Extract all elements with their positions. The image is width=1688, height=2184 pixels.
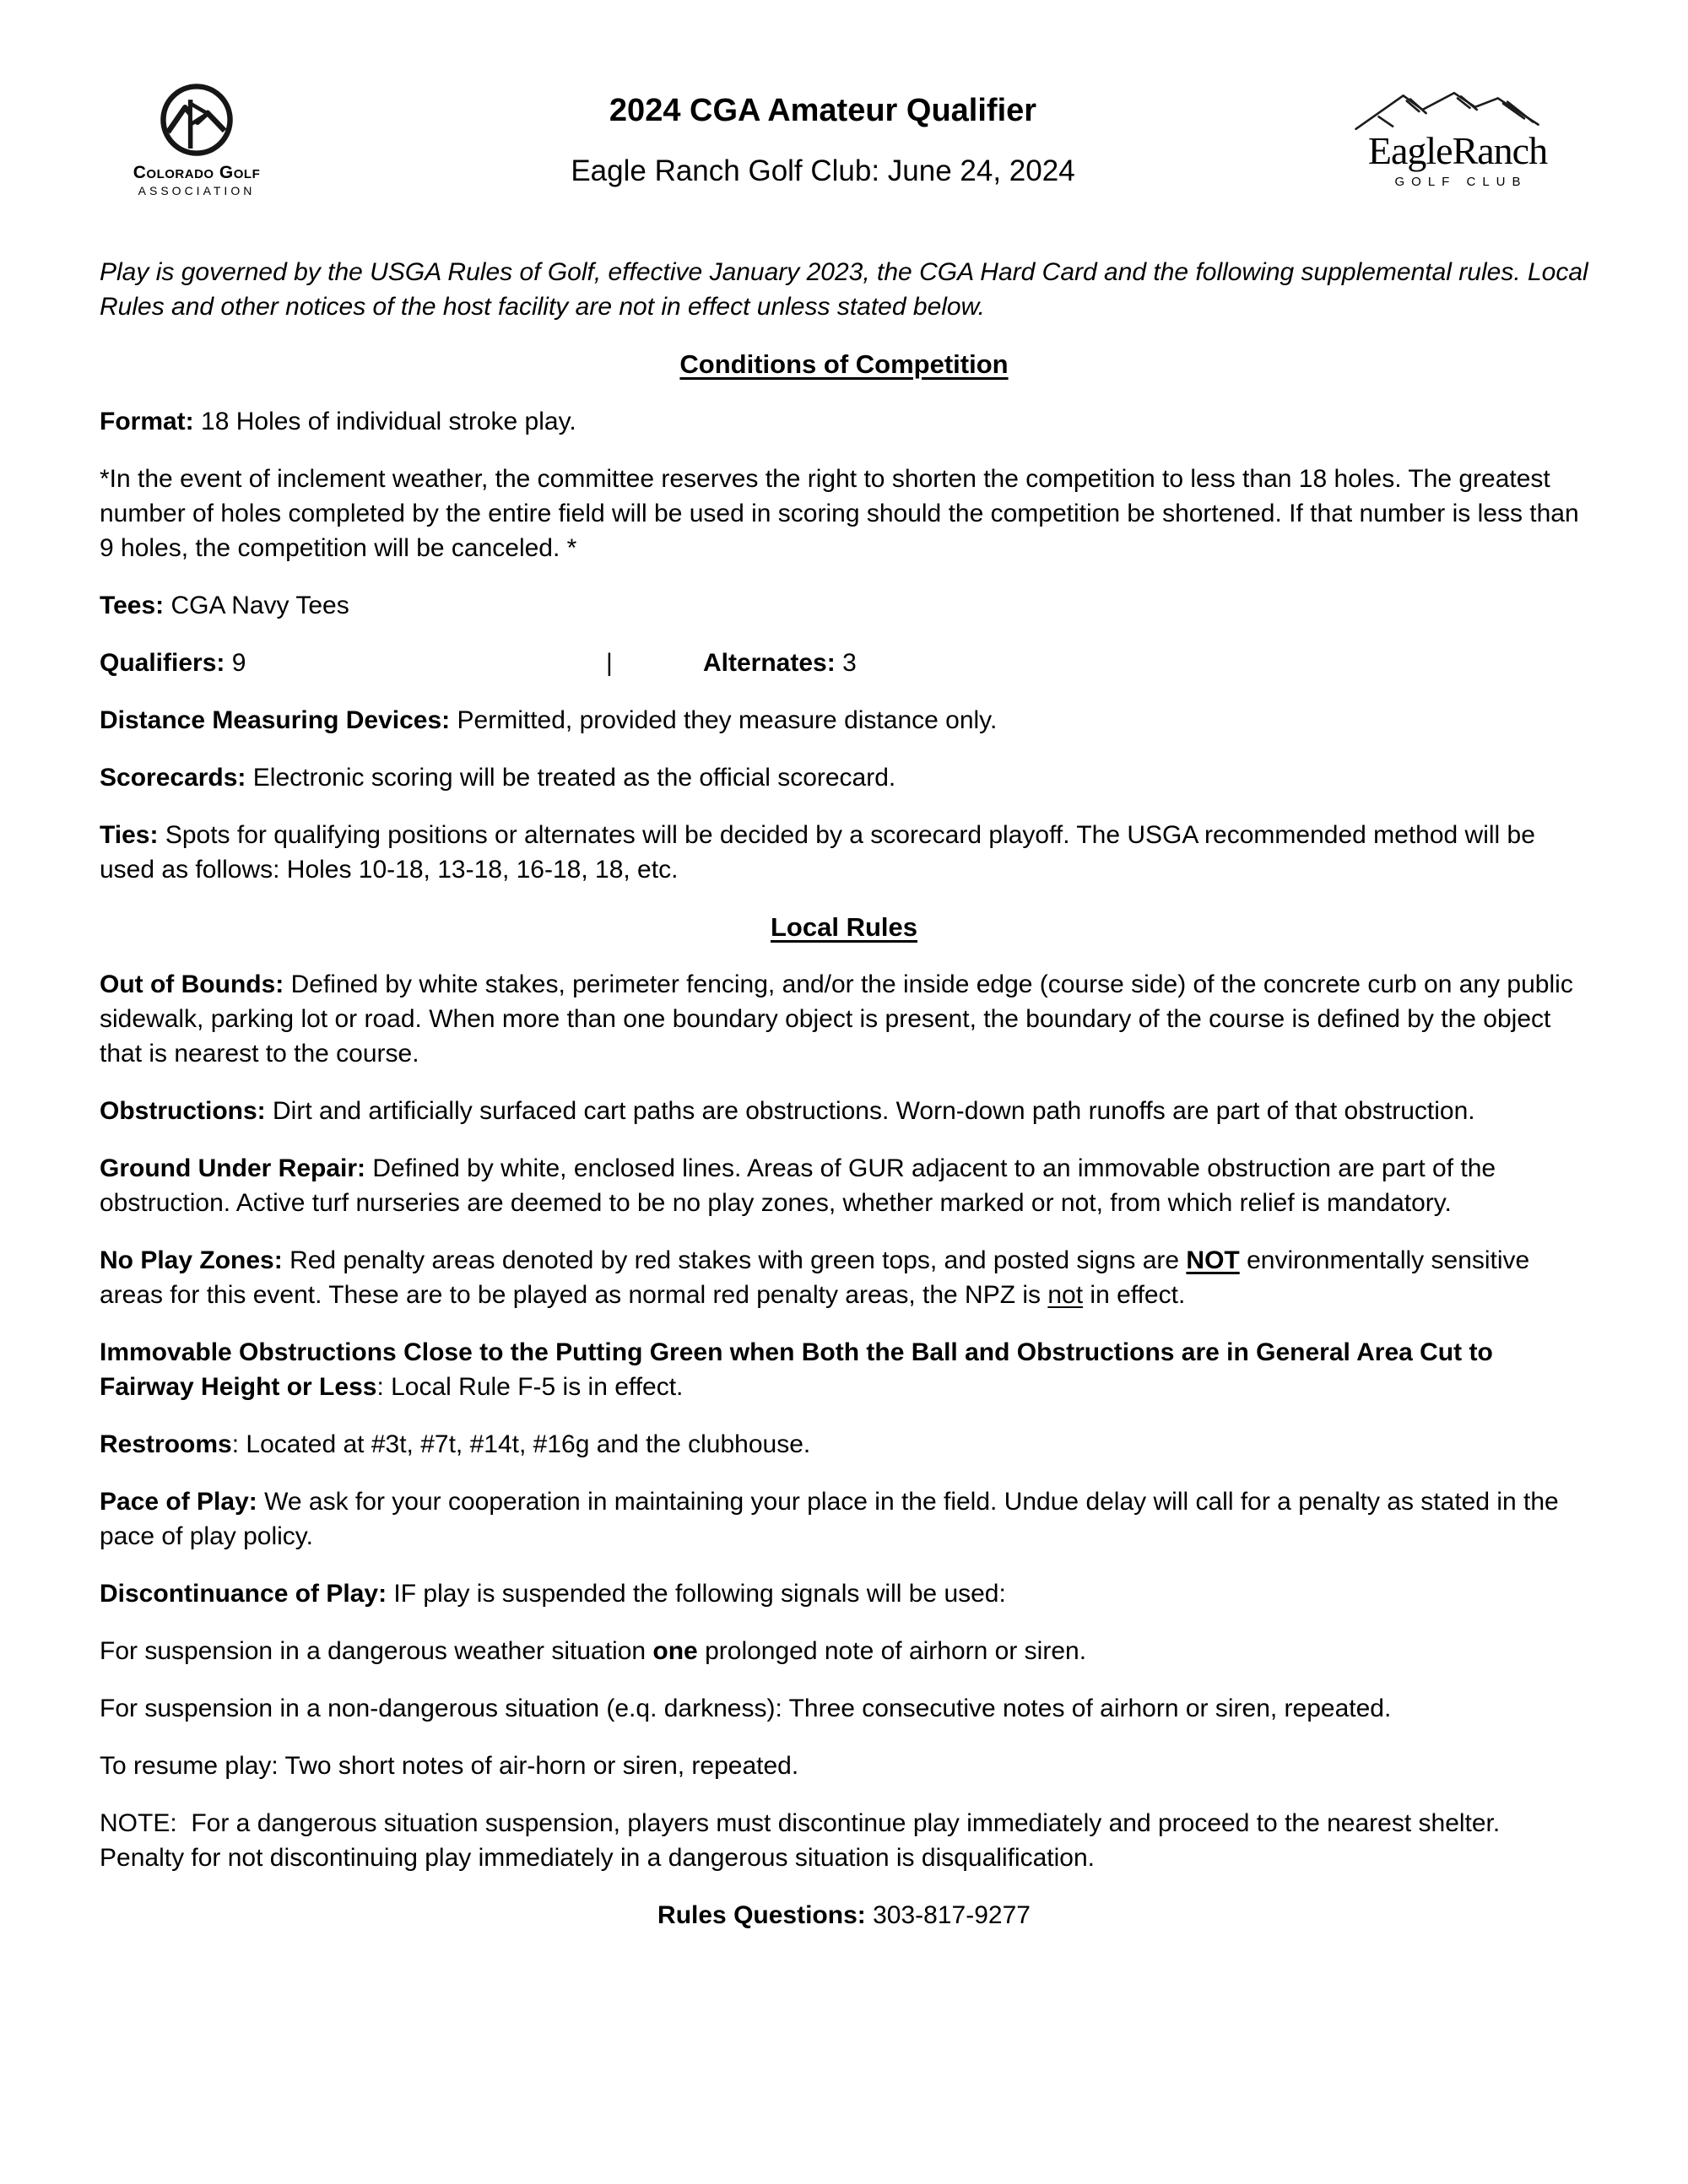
rules-questions-phone: 303-817-9277 [873,1901,1031,1929]
gur-text: Defined by white, enclosed lines. Areas of GUR adjacent to an immovable obstruction are part of the obstruction. Active turf nurseries are deemed to be no play zones, whether marked or not, from which relief is mandatory. [100,1154,1496,1217]
format-label: Format: [100,408,194,435]
cga-flag-mountain-icon [158,81,235,159]
npz-label: No Play Zones: [100,1246,283,1274]
pace-label: Pace of Play: [100,1488,257,1516]
obstructions-label: Obstructions: [100,1097,266,1125]
page-subtitle: Eagle Ranch Golf Club: June 24, 2024 [571,154,1075,187]
tees-line [100,588,1588,623]
mountain-sketch-icon [1352,88,1563,133]
governing-rules-note: Play is governed by the USGA Rules of Golf, effective January 2023, the CGA Hard Card and the following supplemental rules. Local Rules and other notices of the host facility are not in effect unless stated below. [100,258,1588,321]
format-line [100,404,1588,439]
no-play-zones-line [100,1243,1588,1312]
eagle-ranch-subtext: GOLF CLUB [1394,175,1528,189]
divider-bar: | [606,649,613,677]
conditions-of-competition-heading: Conditions of Competition [679,349,1009,379]
scorecards-label: Scorecards: [100,764,246,792]
page-title: 2024 CGA Amateur Qualifier [609,93,1037,128]
npz-text-2: environmentally sensitive areas for this event. These are to be played as normal red penalty areas, the NPZ is [100,1246,1530,1309]
rules-questions-line [100,1898,1588,1933]
obstructions-line [100,1094,1588,1128]
suspension-dangerous-text-2: prolonged note of airhorn or siren. [697,1637,1087,1665]
alternates-group [703,646,857,680]
inclement-weather-note: *In the event of inclement weather, the committee reserves the right to shorten the competition to less than 18 holes. The greatest number of holes completed by the entire field will be used in scoring should the competition be shortened. If that number is less than 9 holes, the competition will be canceled. * [100,465,1579,562]
pace-text: We ask for your cooperation in maintaining your place in the field. Undue delay will call for a penalty as stated in the pace of play policy. [100,1488,1559,1550]
discontinuance-line [100,1576,1588,1611]
tees-text: CGA Navy Tees [170,592,349,619]
tees-label: Tees: [100,592,165,619]
suspension-dangerous-one: one [652,1637,698,1665]
note-line: NOTE: For a dangerous situation suspension, players must discontinue play immediately and proceed to the nearest shelter. Penalty for not discontinuing play immediately in a dangerous situation is disqualification. [100,1809,1501,1872]
scorecards-text: Electronic scoring will be treated as the official scorecard. [252,764,896,792]
qualifiers-value: 9 [231,649,246,677]
pace-of-play-line [100,1484,1588,1554]
ground-under-repair-line [100,1151,1588,1220]
alternates-value: 3 [842,649,857,677]
discontinuance-label: Discontinuance of Play: [100,1580,387,1608]
ties-text: Spots for qualifying positions or alternates will be decided by a scorecard playoff. The USGA recommended method will be used as follows: Holes 10-18, 13-18, 16-18, 18, etc. [100,821,1535,884]
suspension-dangerous-line [100,1634,1588,1668]
resume-play-line: To resume play: Two short notes of air-horn or siren, repeated. [100,1752,799,1780]
title-block [311,81,1335,187]
suspension-nondangerous-line: For suspension in a non-dangerous situation (e.q. darkness): Three consecutive notes of airhorn or siren, repeated. [100,1695,1392,1722]
scorecards-line [100,760,1588,795]
npz-text-1: Red penalty areas denoted by red stakes with green tops, and posted signs are [289,1246,1187,1274]
local-rules-heading: Local Rules [771,912,917,942]
cga-logo [100,81,294,197]
ties-label: Ties: [100,821,159,849]
dmd-label: Distance Measuring Devices: [100,706,451,734]
oob-text: Defined by white stakes, perimeter fencing, and/or the inside edge (course side) of the concrete curb on any public sidewalk, parking lot or road. When more than one boundary object is present, the boundary of the course is defined by the object that is nearest to the course. [100,970,1573,1068]
npz-text-3: in effect. [1083,1281,1186,1309]
restrooms-line [100,1427,1588,1462]
immovable-obstructions-line [100,1335,1588,1404]
eagle-ranch-logo [1335,81,1580,188]
suspension-dangerous-text-1: For suspension in a dangerous weather situation [100,1637,653,1665]
rules-questions-label: Rules Questions: [657,1901,866,1929]
npz-not-underlined: not [1047,1281,1084,1309]
alternates-label: Alternates: [703,649,836,677]
restrooms-text: : Located at #3t, #7t, #14t, #16g and the clubhouse. [231,1430,811,1458]
distance-measuring-devices-line [100,703,1588,738]
npz-not-emphasis: NOT [1186,1246,1240,1274]
out-of-bounds-line [100,967,1588,1071]
format-text: 18 Holes of individual stroke play. [201,408,576,435]
gur-label: Ground Under Repair: [100,1154,366,1182]
header [100,81,1588,223]
discontinuance-text: IF play is suspended the following signals will be used: [393,1580,1006,1608]
qualifiers-label: Qualifiers: [100,649,225,677]
qualifiers-group [100,646,606,680]
eagle-ranch-wordmark: EagleRanch [1367,129,1548,172]
qualifiers-alternates-line [100,646,1588,680]
ties-line [100,818,1588,887]
restrooms-label: Restrooms [100,1430,232,1458]
immovable-text: : Local Rule F-5 is in effect. [376,1373,684,1401]
oob-label: Out of Bounds: [100,970,284,998]
cga-logo-subname: ASSOCIATION [138,184,256,197]
obstructions-text: Dirt and artificially surfaced cart paths are obstructions. Worn-down path runoffs are part of that obstruction. [273,1097,1475,1125]
dmd-text: Permitted, provided they measure distance only. [457,706,998,734]
immovable-label: Immovable Obstructions Close to the Putting Green when Both the Ball and Obstructions are in General Area Cut to Fairway Height or Less [100,1338,1493,1401]
cga-logo-name: Colorado Golf [133,163,261,182]
